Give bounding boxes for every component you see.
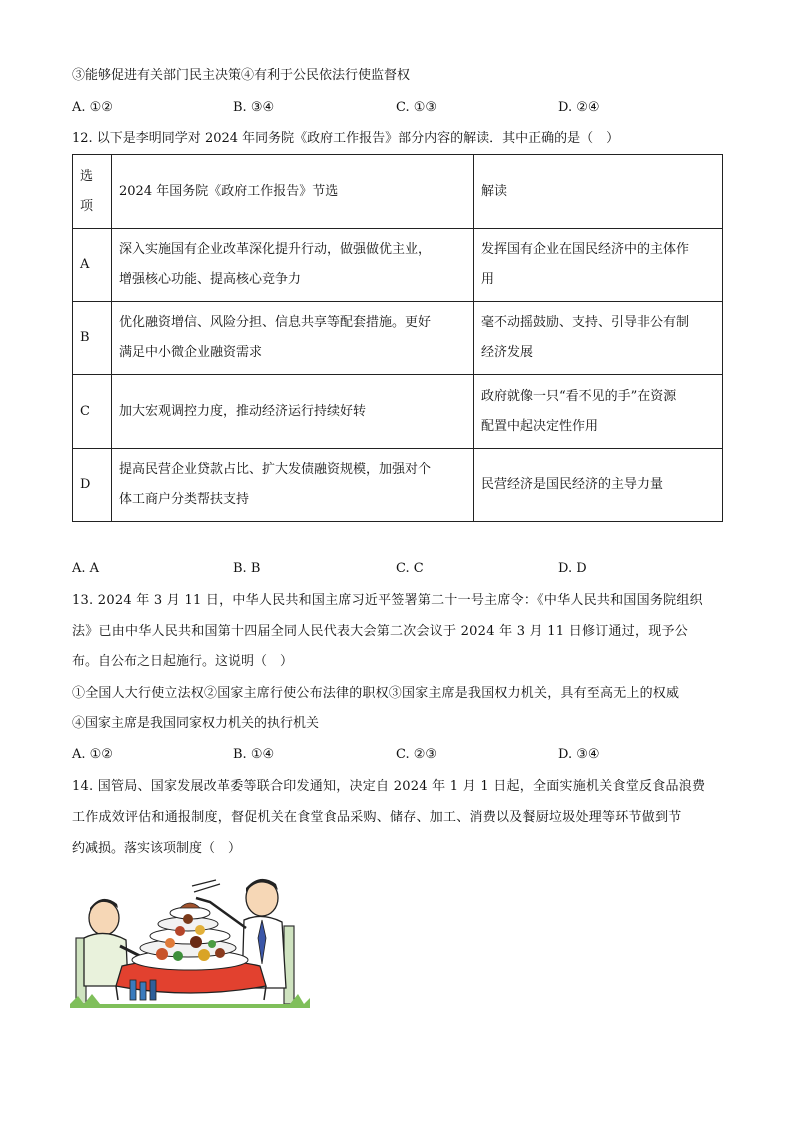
q12-table-header bbox=[73, 155, 723, 229]
q14-stem-line1: 14. 国管局、国家发展改革委等联合印发通知，决定自 2024 年 1 月 1 日起，全面实施机关食堂反食品浪费 bbox=[72, 779, 706, 794]
q13-option-c[interactable]: C. ②③ bbox=[396, 747, 438, 762]
row-label: A bbox=[73, 229, 112, 302]
q13-option-d[interactable]: D. ③④ bbox=[558, 747, 600, 762]
row-interpretation: 民营经济是国民经济的主导力量 bbox=[474, 449, 723, 522]
banquet-waste-cartoon bbox=[70, 868, 310, 1008]
row-interpretation: 发挥国有企业在国民经济中的主体作 用 bbox=[474, 229, 723, 302]
q13-choices-line1: ①全国人大行使立法权②国家主席行使公布法律的职权③国家主席是我国权力机关，具有至高无上的权威 bbox=[72, 686, 680, 701]
row-excerpt: 优化融资增信、风险分担、信息共享等配套措施。更好 满足中小微企业融资需求 bbox=[112, 302, 474, 375]
q14-stem-line3: 约减损。落实该项制度（ ） bbox=[72, 841, 242, 856]
q13-choices-line2: ④国家主席是我国同家权力机关的执行机关 bbox=[72, 716, 320, 731]
row-interpretation: 政府就像一只“看不见的手”在资源 配置中起决定性作用 bbox=[474, 375, 723, 449]
table-row bbox=[73, 229, 723, 302]
q11-stem-tail: ③能够促进有关部门民主决策④有利于公民依法行使监督权 bbox=[72, 68, 411, 83]
q13-options bbox=[72, 745, 732, 765]
q12-header-excerpt: 2024 年国务院《政府工作报告》节选 bbox=[112, 155, 474, 229]
row-label: D bbox=[73, 449, 112, 522]
table-row bbox=[73, 302, 723, 375]
q12-header-option: 选 项 bbox=[73, 155, 112, 229]
row-excerpt: 深入实施国有企业改革深化提升行动，做强做优主业， 增强核心功能、提高核心竞争力 bbox=[112, 229, 474, 302]
q12-stem: 12. 以下是李明同学对 2024 年同务院《政府工作报告》部分内容的解读．其中正确的是（ ） bbox=[72, 131, 620, 146]
q12-options bbox=[72, 559, 732, 579]
q11-option-c[interactable]: C. ①③ bbox=[396, 100, 438, 115]
q13-option-b[interactable]: B. ①④ bbox=[233, 747, 275, 762]
row-interpretation: 毫不动摇鼓励、支持、引导非公有制 经济发展 bbox=[474, 302, 723, 375]
row-label: C bbox=[73, 375, 112, 449]
q11-options bbox=[72, 98, 732, 118]
q13-stem-line1: 13. 2024 年 3 月 11 日，中华人民共和国主席习近平签署第二十一号主席令：《中华人民共和国国务院组织 bbox=[72, 593, 703, 608]
q11-option-a[interactable]: A. ①② bbox=[72, 100, 113, 115]
q12-option-b[interactable]: B. B bbox=[233, 561, 261, 576]
q12-option-d[interactable]: D. D bbox=[558, 561, 587, 576]
q12-option-a[interactable]: A. A bbox=[72, 561, 100, 576]
row-excerpt: 提高民营企业贷款占比、扩大发债融资规模，加强对个 体工商户分类帮扶支持 bbox=[112, 449, 474, 522]
q12-table bbox=[72, 154, 723, 522]
row-label: B bbox=[73, 302, 112, 375]
q14-stem-line2: 工作成效评估和通报制度，督促机关在食堂食品采购、储存、加工、消费以及餐厨垃圾处理等环节做到节 bbox=[72, 810, 682, 825]
q11-option-d[interactable]: D. ②④ bbox=[558, 100, 600, 115]
q12-option-c[interactable]: C. C bbox=[396, 561, 424, 576]
q13-stem-line2: 法》已由中华人民共和国第十四届全同人民代表大会第二次会议于 2024 年 3 月 11 日修订通过，现予公 bbox=[72, 624, 688, 639]
table-row bbox=[73, 449, 723, 522]
q13-stem-line3: 布。自公布之日起施行。这说明（ ） bbox=[72, 654, 294, 669]
q12-header-interpretation: 解读 bbox=[474, 155, 723, 229]
q11-option-b[interactable]: B. ③④ bbox=[233, 100, 275, 115]
q13-option-a[interactable]: A. ①② bbox=[72, 747, 113, 762]
table-row bbox=[73, 375, 723, 449]
row-excerpt: 加大宏观调控力度，推动经济运行持续好转 bbox=[112, 375, 474, 449]
